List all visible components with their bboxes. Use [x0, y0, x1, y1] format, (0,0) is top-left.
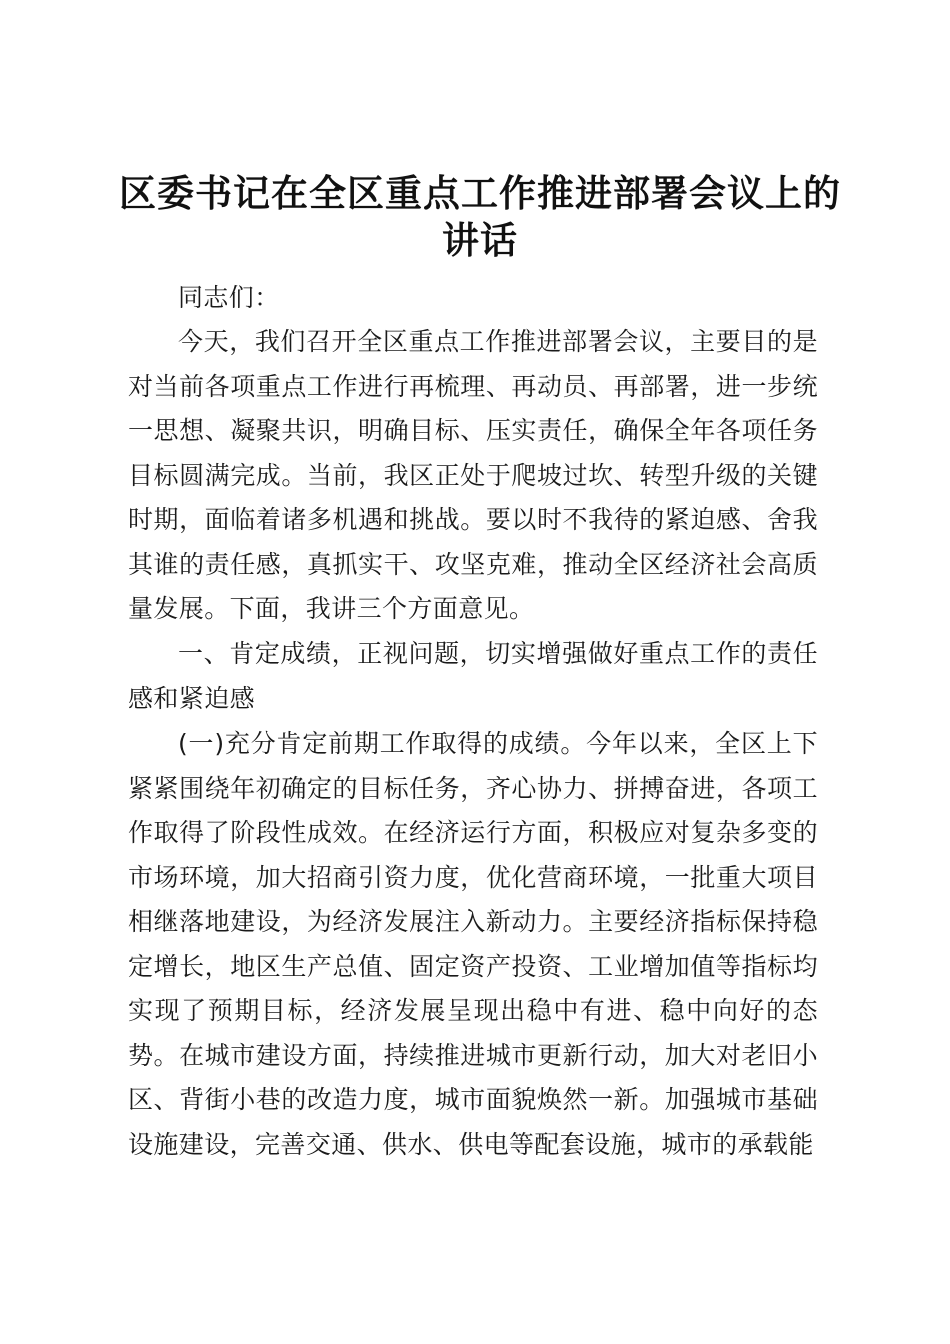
paragraph-opening: 今天，我们召开全区重点工作推进部署会议，主要目的是对当前各项重点工作进行再梳理、再动员、再部署，进一步统一思想、凝聚共识，明确目标、压实责任，确保全年各项任务目标圆满完成。当前，我区正处于爬坡过坎、转型升级的关键时期，面临着诸多机遇和挑战。要以时不我待的紧迫感、舍我其谁的责任感，真抓实干、攻坚克难，推动全区经济社会高质量发展。下面，我讲三个方面意见。	[128, 327, 818, 623]
document-title: 区委书记在全区重点工作推进部署会议上的讲话	[119, 172, 841, 262]
salutation: 同志们：	[178, 283, 280, 312]
paragraph-achievements: (一)充分肯定前期工作取得的成绩。今年以来，全区上下紧紧围绕年初确定的目标任务，齐心协力、拼搏奋进，各项工作取得了阶段性成效。在经济运行方面，积极应对复杂多变的市场环境，加大招商引资力度，优化营商环境，一批重大项目相继落地建设，为经济发展注入新动力。主要经济指标保持稳定增长，地区生产总值、固定资产投资、工业增加值等指标均实现了预期目标，经济发展呈现出稳中有进、稳中向好的态势。在城市建设方面，持续推进城市更新行动，加大对老旧小区、背街小巷的改造力度，城市面貌焕然一新。加强城市基础设施建设，完善交通、供水、供电等配套设施，城市的承载能	[128, 729, 818, 1159]
section-heading-1: 一、肯定成绩，正视问题，切实增强做好重点工作的责任感和紧迫感	[128, 639, 818, 713]
